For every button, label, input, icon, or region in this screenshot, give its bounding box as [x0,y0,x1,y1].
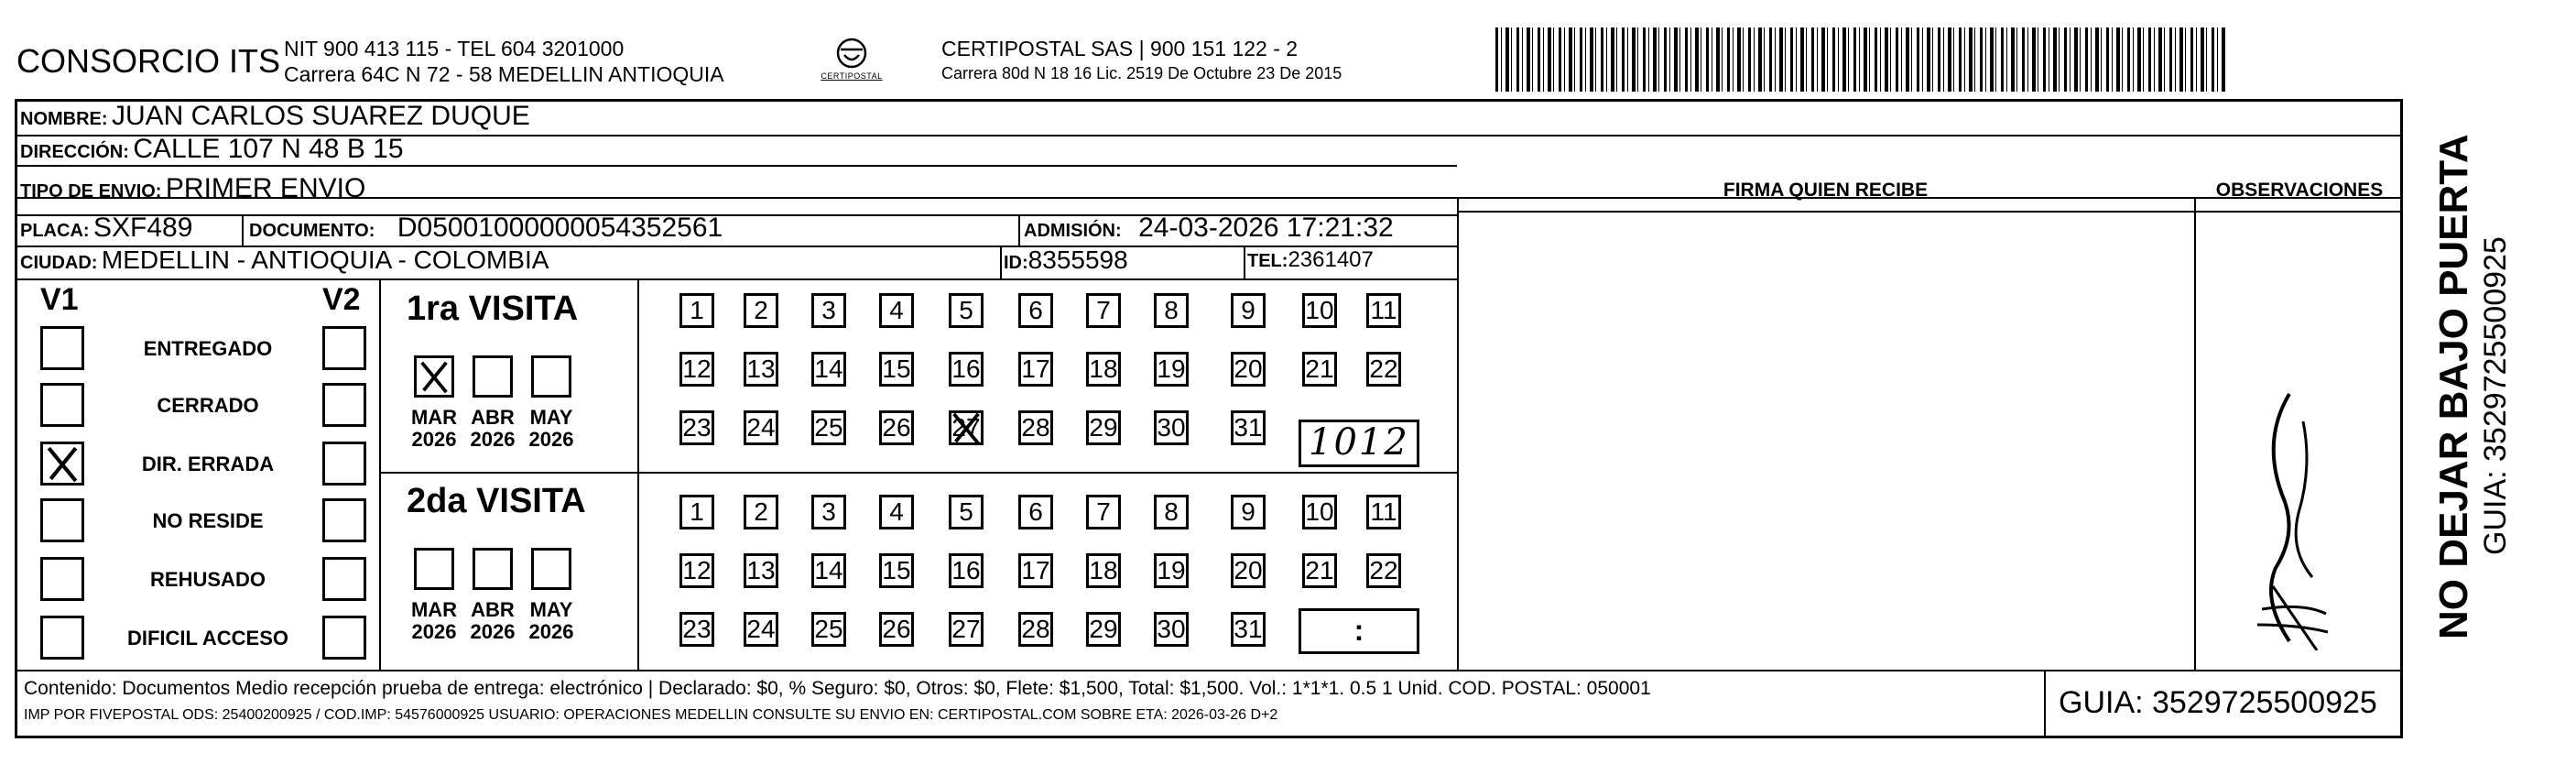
visit2-day-25[interactable]: 25 [811,612,846,647]
status-v1-checkbox[interactable] [40,326,84,370]
visit1-day-30[interactable]: 30 [1154,410,1189,445]
visit2-day-13[interactable]: 13 [744,553,778,588]
status-v2-checkbox[interactable] [322,557,366,601]
tipo-envio-value: PRIMER ENVIO [165,173,366,203]
visit2-month-label [465,599,520,643]
visit2-day-2[interactable]: 2 [744,495,778,529]
status-v1-checkbox[interactable] [40,616,84,660]
status-v1-checkbox[interactable] [40,498,84,542]
status-v2-checkbox[interactable] [322,616,366,660]
side-no-dejar: NO DEJAR BAJO PUERTA [2431,134,2476,639]
visit2-day-23[interactable]: 23 [679,612,714,647]
visit2-month-checkbox[interactable] [414,548,454,590]
month-year: 2026 [470,620,516,643]
visit1-month-label [407,407,462,451]
footer-guia: GUIA: 3529725500925 [2059,685,2377,720]
visit2-day-12[interactable]: 12 [679,553,714,588]
month-name: MAR [410,406,458,429]
carrier-license: Carrera 80d N 18 16 Lic. 2519 De Octubre 23 De 2015 [941,64,1342,82]
footer-impresion: IMP POR FIVEPOSTAL ODS: 25400200925 / COD.IMP: 54576000925 USUARIO: OPERACIONES MEDELLIN CONSULTE SU ENVIO EN: CERTIPOSTAL.COM SOBRE ETA: 2026-03-26 D+2 [24,707,1278,723]
visit2-day-22[interactable]: 22 [1366,553,1401,588]
firma-header: FIRMA QUIEN RECIBE [1723,180,1929,201]
visit1-day-11[interactable]: 11 [1366,293,1401,328]
visit2-day-31[interactable]: 31 [1231,612,1266,647]
month-year: 2026 [411,428,457,451]
visit1-day-24[interactable]: 24 [744,410,778,445]
month-year: 2026 [528,620,574,643]
month-name: MAY [529,406,573,429]
month-name: ABR [471,406,515,429]
visit1-month-label [465,407,520,451]
visit1-day-15[interactable]: 15 [879,352,914,387]
status-v1-checkbox[interactable] [40,383,84,427]
visit1-month-checkbox[interactable] [531,355,571,398]
admision-value: 24-03-2026 17:21:32 [1138,213,1394,243]
visit2-day-18[interactable]: 18 [1086,553,1121,588]
visit1-day-27[interactable]: 27 [949,410,984,445]
visit2-time-separator: : [1353,614,1364,647]
visit2-month-label [407,599,462,643]
visit1-day-17[interactable]: 17 [1018,352,1053,387]
status-label: DIR. ERRADA [141,453,275,475]
visit2-day-1[interactable]: 1 [679,495,714,529]
side-guia: GUIA: 3529725500925 [2478,236,2513,555]
tipo-envio-row [20,173,365,204]
tel-label: TEL: [1247,251,1288,271]
documento-label: DOCUMENTO: [249,221,375,241]
visit2-day-3[interactable]: 3 [811,495,846,529]
visit2-day-21[interactable]: 21 [1302,553,1337,588]
visit2-time-box [1299,608,1419,654]
id-value: 8355598 [1027,246,1128,274]
company-nit: NIT 900 413 115 - TEL 604 3201000 [284,37,625,60]
tel-row [1247,247,1374,273]
admision-label: ADMISIÓN: [1024,221,1122,241]
visit2-day-20[interactable]: 20 [1231,553,1266,588]
visit2-day-7[interactable]: 7 [1086,495,1121,529]
month-year: 2026 [470,428,516,451]
x-mark-icon [43,444,82,483]
tel-value: 2361407 [1288,247,1374,272]
visit2-day-16[interactable]: 16 [949,553,984,588]
visit2-day-9[interactable]: 9 [1231,495,1266,529]
visit1-day-2[interactable]: 2 [744,293,778,328]
visit1-day-9[interactable]: 9 [1231,293,1266,328]
status-v2-checkbox[interactable] [322,442,366,486]
visit1-day-13[interactable]: 13 [744,352,778,387]
certipostal-logo-icon [815,35,888,90]
admision-row [1024,213,1394,244]
visit1-day-1[interactable]: 1 [679,293,714,328]
v1-header: V1 [40,282,79,317]
footer-contenido: Contenido: Documentos Medio recepción prueba de entrega: electrónico | Declarado: $0, % Seguro: $0, Otros: $0, Flete: $1,500, Total: $1,500. Vol.: 1*1*1. 0.5 1 Unid. COD. POSTAL: 050001 [24,678,1651,699]
visit1-time-handwritten: 1012 [1309,421,1409,464]
ciudad-row [20,246,549,275]
visit2-month-checkbox[interactable] [473,548,513,590]
status-label: CERRADO [157,394,259,417]
visit2-day-17[interactable]: 17 [1018,553,1053,588]
company-address: Carrera 64C N 72 - 58 MEDELLIN ANTIOQUIA [284,62,724,86]
status-v1-checkbox[interactable] [40,557,84,601]
visit1-day-6[interactable]: 6 [1018,293,1053,328]
documento-value: D05001000000054352561 [397,213,723,243]
direccion-label: DIRECCIÓN: [20,142,129,162]
status-label: REHUSADO [150,568,266,591]
status-label: NO RESIDE [152,509,264,532]
month-name: MAY [529,598,573,621]
visit1-day-8[interactable]: 8 [1154,293,1189,328]
visit1-day-18[interactable]: 18 [1086,352,1121,387]
placa-row [20,213,192,244]
visit1-day-29[interactable]: 29 [1086,410,1121,445]
visit1-day-20[interactable]: 20 [1231,352,1266,387]
visit1-day-10[interactable]: 10 [1302,293,1337,328]
month-year: 2026 [528,428,574,451]
status-v2-checkbox[interactable] [322,498,366,542]
visit2-title: 2da VISITA [407,482,586,520]
visit2-month-checkbox[interactable] [531,548,571,590]
visit1-day-28[interactable]: 28 [1018,410,1053,445]
visit1-month-label [524,407,579,451]
visit1-time-box [1299,420,1419,467]
direccion-value: CALLE 107 N 48 B 15 [133,134,404,164]
status-v2-checkbox[interactable] [322,383,366,427]
certipostal-logo-caption: CERTIPOSTAL [821,71,883,81]
visit2-day-4[interactable]: 4 [879,495,914,529]
visit1-day-4[interactable]: 4 [879,293,914,328]
placa-value: SXF489 [93,213,193,243]
barcode [1495,27,2225,92]
visit2-day-15[interactable]: 15 [879,553,914,588]
carrier-name: CERTIPOSTAL SAS | 900 151 122 - 2 [941,37,1299,60]
visit2-day-19[interactable]: 19 [1154,553,1189,588]
visit1-day-26[interactable]: 26 [879,410,914,445]
status-v2-checkbox[interactable] [322,326,366,370]
visit1-day-7[interactable]: 7 [1086,293,1121,328]
company-name: CONSORCIO ITS [16,42,281,80]
visit1-day-12[interactable]: 12 [679,352,714,387]
visit1-day-22[interactable]: 22 [1366,352,1401,387]
visit1-title: 1ra VISITA [407,289,579,328]
visit2-month-label [524,599,579,643]
visit1-day-21[interactable]: 21 [1302,352,1337,387]
status-label: DIFICIL ACCESO [126,627,288,649]
month-name: ABR [471,598,515,621]
visit2-day-6[interactable]: 6 [1018,495,1053,529]
nombre-row [20,101,530,132]
visit1-day-25[interactable]: 25 [811,410,846,445]
visit1-day-14[interactable]: 14 [811,352,846,387]
ciudad-value: MEDELLIN - ANTIOQUIA - COLOMBIA [101,246,549,274]
recipient-signature [2225,385,2344,650]
nombre-value: JUAN CARLOS SUAREZ DUQUE [112,101,530,131]
status-v1-checkbox[interactable] [40,442,84,486]
x-mark-icon [417,358,451,395]
visit1-month-checkbox[interactable] [414,355,454,398]
status-label: ENTREGADO [143,337,273,360]
documento-row [249,213,723,244]
placa-label: PLACA: [20,221,90,241]
visit2-day-27[interactable]: 27 [949,612,984,647]
direccion-row [20,134,404,165]
visit2-day-5[interactable]: 5 [949,495,984,529]
visit1-month-checkbox[interactable] [473,355,513,398]
visit1-day-16[interactable]: 16 [949,352,984,387]
visit1-day-3[interactable]: 3 [811,293,846,328]
visit1-day-23[interactable]: 23 [679,410,714,445]
id-row [1004,246,1128,275]
visit2-day-14[interactable]: 14 [811,553,846,588]
visit1-day-31[interactable]: 31 [1231,410,1266,445]
visit2-day-29[interactable]: 29 [1086,612,1121,647]
tipo-envio-label: TIPO DE ENVIO: [20,181,162,202]
visit1-day-5[interactable]: 5 [949,293,984,328]
certipostal-logo [815,35,888,90]
month-name: MAR [410,598,458,621]
visit2-day-30[interactable]: 30 [1154,612,1189,647]
visit1-day-19[interactable]: 19 [1154,352,1189,387]
visit2-day-8[interactable]: 8 [1154,495,1189,529]
month-year: 2026 [411,620,457,643]
visit2-day-10[interactable]: 10 [1302,495,1337,529]
v2-header: V2 [322,282,361,317]
visit2-day-11[interactable]: 11 [1366,495,1401,529]
visit2-day-28[interactable]: 28 [1018,612,1053,647]
visit2-day-26[interactable]: 26 [879,612,914,647]
id-label: ID: [1004,253,1028,273]
nombre-label: NOMBRE: [20,109,108,129]
observaciones-header: OBSERVACIONES [2215,180,2384,201]
visit2-day-24[interactable]: 24 [744,612,778,647]
ciudad-label: CIUDAD: [20,253,98,273]
